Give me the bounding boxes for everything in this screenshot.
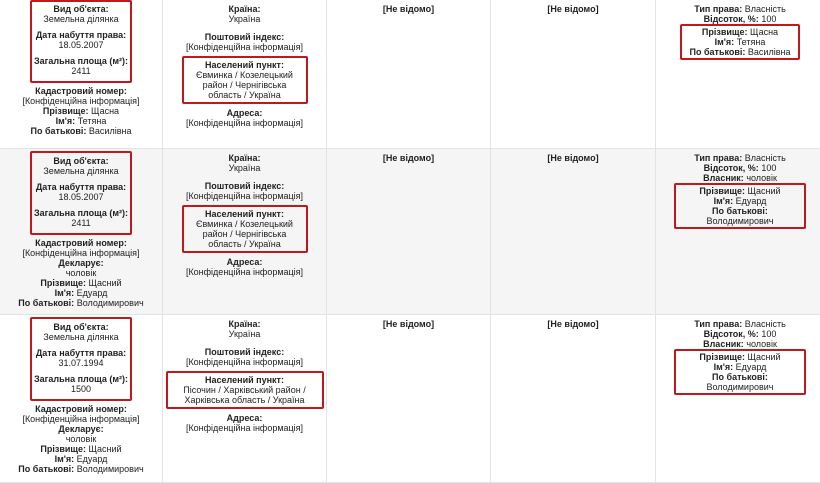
address-value: [Конфіденційна інформація] — [186, 267, 303, 277]
acquisition-date-label: Дата набуття права: — [36, 348, 126, 358]
surname-value: Щасний — [89, 278, 122, 288]
owner-highlight-box — [680, 24, 800, 60]
object-type-value: Земельна ділянка — [43, 14, 118, 24]
total-area-label: Загальна площа (м²): — [34, 56, 128, 66]
postal-value: [Конфіденційна інформація] — [186, 357, 303, 367]
col4-cell — [491, 0, 656, 148]
cadastral-label: Кадастровий номер: — [35, 238, 127, 248]
object-cell — [0, 148, 163, 314]
col3-cell — [327, 0, 491, 148]
owner-label: Власник: — [703, 173, 744, 183]
owner-highlight-box — [674, 349, 806, 395]
owner-surname-value: Щасна — [750, 27, 778, 37]
name-value: Едуард — [77, 454, 108, 464]
total-area-label: Загальна площа (м²): — [34, 208, 128, 218]
owner-name-value: Едуард — [736, 362, 767, 372]
owner-surname-value: Щасний — [748, 352, 781, 362]
acquisition-date-value: 31.07.1994 — [58, 358, 103, 368]
country-label: Країна: — [229, 4, 261, 14]
address-label: Адреса: — [227, 108, 263, 118]
object-type-value: Земельна ділянка — [43, 332, 118, 342]
patronymic-value: Василівна — [89, 126, 132, 136]
unknown-value: [Не відомо] — [491, 315, 655, 329]
surname-label: Прізвище: — [40, 444, 86, 454]
owner-patronymic-label: По батькові: — [690, 47, 746, 57]
owner-patronymic-value: Володимирович — [707, 382, 774, 392]
owner-highlight-box — [674, 183, 806, 229]
table-row — [0, 314, 820, 482]
col3-cell — [327, 314, 491, 482]
acquisition-date-label: Дата набуття права: — [36, 30, 126, 40]
owner-patronymic-value: Володимирович — [707, 216, 774, 226]
owner-value: чоловік — [746, 339, 777, 349]
owner-name-value: Тетяна — [737, 37, 766, 47]
rights-cell — [656, 314, 820, 482]
object-type-label: Вид об'єкта: — [53, 4, 108, 14]
rights-cell — [656, 148, 820, 314]
owner-surname-label: Прізвище: — [699, 186, 745, 196]
unknown-value: [Не відомо] — [327, 315, 490, 329]
settlement-highlight-box — [166, 371, 324, 409]
share-value: 100 — [761, 163, 776, 173]
country-value: Україна — [229, 163, 261, 173]
right-type-label: Тип права: — [694, 319, 742, 329]
owner-value: чоловік — [746, 173, 777, 183]
patronymic-value: Володимирович — [77, 464, 144, 474]
cadastral-label: Кадастровий номер: — [35, 404, 127, 414]
owner-name-label: Ім'я: — [715, 37, 735, 47]
surname-value: Щасна — [91, 106, 119, 116]
cadastral-value: [Конфіденційна інформація] — [22, 414, 139, 424]
owner-name-label: Ім'я: — [714, 362, 734, 372]
total-area-value: 2411 — [71, 218, 90, 228]
object-cell — [0, 0, 163, 148]
unknown-value: [Не відомо] — [491, 149, 655, 163]
address-label: Адреса: — [227, 257, 263, 267]
share-label: Відсоток, %: — [704, 163, 759, 173]
unknown-value: [Не відомо] — [327, 149, 490, 163]
total-area-value: 2411 — [71, 66, 90, 76]
settlement-value: Євминка / Козелецький район / Чернігівська область / Україна — [196, 70, 293, 100]
owner-name-label: Ім'я: — [714, 196, 734, 206]
unknown-value: [Не відомо] — [491, 0, 655, 14]
country-value: Україна — [229, 14, 261, 24]
unknown-value: [Не відомо] — [327, 0, 490, 14]
acquisition-date-value: 18.05.2007 — [58, 40, 103, 50]
owner-surname-value: Щасний — [748, 186, 781, 196]
col3-cell — [327, 148, 491, 314]
patronymic-value: Володимирович — [77, 298, 144, 308]
location-cell — [163, 0, 327, 148]
settlement-label: Населений пункт: — [205, 60, 284, 70]
patronymic-label: По батькові: — [31, 126, 87, 136]
table-row — [0, 148, 820, 314]
col4-cell — [491, 314, 656, 482]
name-label: Ім'я: — [55, 454, 75, 464]
object-highlight-box — [30, 0, 132, 83]
patronymic-label: По батькові: — [18, 464, 74, 474]
surname-value: Щасний — [89, 444, 122, 454]
col4-cell — [491, 148, 656, 314]
share-label: Відсоток, %: — [704, 14, 759, 24]
settlement-label: Населений пункт: — [205, 375, 284, 385]
acquisition-date-label: Дата набуття права: — [36, 182, 126, 192]
owner-patronymic-value: Василівна — [748, 47, 791, 57]
rights-cell — [656, 0, 820, 148]
object-type-label: Вид об'єкта: — [53, 322, 108, 332]
object-highlight-box — [30, 317, 132, 401]
settlement-label: Населений пункт: — [205, 209, 284, 219]
right-type-value: Власність — [745, 319, 786, 329]
acquisition-date-value: 18.05.2007 — [58, 192, 103, 202]
owner-patronymic-label: По батькові: — [712, 372, 768, 382]
object-cell — [0, 314, 163, 482]
name-label: Ім'я: — [56, 116, 76, 126]
country-value: Україна — [229, 329, 261, 339]
postal-value: [Конфіденційна інформація] — [186, 42, 303, 52]
country-label: Країна: — [229, 153, 261, 163]
settlement-value: Пісочин / Харківський район / Харківська область / Україна — [183, 385, 305, 405]
location-cell — [163, 148, 327, 314]
name-label: Ім'я: — [55, 288, 75, 298]
total-area-value: 1500 — [71, 384, 91, 394]
owner-surname-label: Прізвище: — [699, 352, 745, 362]
cadastral-label: Кадастровий номер: — [35, 86, 127, 96]
patronymic-label: По батькові: — [18, 298, 74, 308]
postal-label: Поштовий індекс: — [205, 181, 284, 191]
surname-label: Прізвище: — [43, 106, 89, 116]
share-value: 100 — [761, 329, 776, 339]
postal-label: Поштовий індекс: — [205, 347, 284, 357]
cadastral-value: [Конфіденційна інформація] — [22, 248, 139, 258]
object-highlight-box — [30, 151, 132, 235]
right-type-value: Власність — [745, 153, 786, 163]
owner-patronymic-label: По батькові: — [712, 206, 768, 216]
share-label: Відсоток, %: — [704, 329, 759, 339]
table-row — [0, 0, 820, 148]
address-value: [Конфіденційна інформація] — [186, 118, 303, 128]
object-type-label: Вид об'єкта: — [53, 156, 108, 166]
owner-surname-label: Прізвище: — [702, 27, 748, 37]
object-type-value: Земельна ділянка — [43, 166, 118, 176]
postal-label: Поштовий індекс: — [205, 32, 284, 42]
name-value: Едуард — [77, 288, 108, 298]
right-type-label: Тип права: — [694, 153, 742, 163]
settlement-highlight-box — [182, 56, 308, 104]
owner-label: Власник: — [703, 339, 744, 349]
declarant-value: чоловік — [66, 268, 97, 278]
address-value: [Конфіденційна інформація] — [186, 423, 303, 433]
postal-value: [Конфіденційна інформація] — [186, 191, 303, 201]
declarant-label: Декларує: — [58, 424, 103, 434]
right-type-value: Власність — [745, 4, 786, 14]
total-area-label: Загальна площа (м²): — [34, 374, 128, 384]
share-value: 100 — [761, 14, 776, 24]
cadastral-value: [Конфіденційна інформація] — [22, 96, 139, 106]
country-label: Країна: — [229, 319, 261, 329]
owner-name-value: Едуард — [736, 196, 767, 206]
name-value: Тетяна — [78, 116, 107, 126]
settlement-highlight-box — [182, 205, 308, 253]
location-cell — [163, 314, 327, 482]
declarant-label: Декларує: — [58, 258, 103, 268]
surname-label: Прізвище: — [40, 278, 86, 288]
declarant-value: чоловік — [66, 434, 97, 444]
right-type-label: Тип права: — [694, 4, 742, 14]
address-label: Адреса: — [227, 413, 263, 423]
settlement-value: Євминка / Козелецький район / Чернігівська область / Україна — [196, 219, 293, 249]
